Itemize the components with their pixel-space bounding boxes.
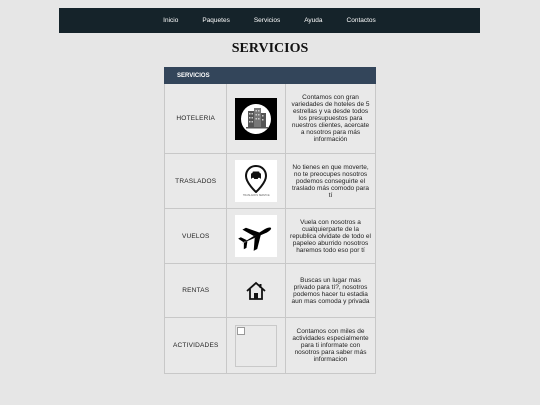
car-location-pin-icon [235,160,277,202]
airplane-icon [235,215,277,257]
service-image-cell [227,318,286,374]
service-image-cell [227,84,286,154]
broken-image-icon [235,325,277,367]
table-header-label: SERVICIOS [165,68,227,84]
table-row [165,154,376,209]
service-description: Contamos con gran variedades de hoteles de 5 estrellas y va desde todos los presupuestos para nuestros clientes, acercate a nosotros para más información [286,84,376,154]
table-header-blank [286,68,376,84]
nav-ayuda[interactable]: Ayuda [304,17,323,24]
house-icon [235,270,277,312]
service-description: Contamos con miles de actividades especialmente para ti informate con nosotros para saber más informacion [286,318,376,374]
service-name: HOTELERIA [165,84,227,154]
table-row [165,209,376,264]
services-table [164,67,376,374]
nav-servicios[interactable]: Servicios [253,17,281,24]
service-name: TRASLADOS [165,154,227,209]
table-header-blank [227,68,286,84]
broken-image-glyph [237,327,245,335]
table-header-row [165,68,376,84]
service-description: Vuela con nosotros a cualquierparte de la republica olvidate de todo el papeleo aburrido nosotros haremos todo eso por tí [286,209,376,264]
nav-contactos[interactable]: Contactos [346,17,376,24]
nav-inicio[interactable]: Inicio [163,17,179,24]
service-image-cell [227,264,286,318]
top-navbar [59,8,480,33]
service-name: ACTIVIDADES [165,318,227,374]
page-title: SERVICIOS [231,41,309,56]
service-image-cell [227,209,286,264]
hotel-building-icon [235,98,277,140]
table-row [165,318,376,374]
table-row [165,84,376,154]
icon-caption: TRASLADOS SERVICE [242,194,270,197]
service-description: Buscas un lugar mas privado para tí?, nosotros podemos hacer tu estadia aun mas comoda y privada [286,264,376,318]
service-description: No tienes en que moverte, no te preocupes nosotros podemos conseguirte el traslado más comodo para tí [286,154,376,209]
table-row [165,264,376,318]
nav-paquetes[interactable]: Paquetes [202,17,230,24]
service-name: RENTAS [165,264,227,318]
service-name: VUELOS [165,209,227,264]
service-image-cell [227,154,286,209]
